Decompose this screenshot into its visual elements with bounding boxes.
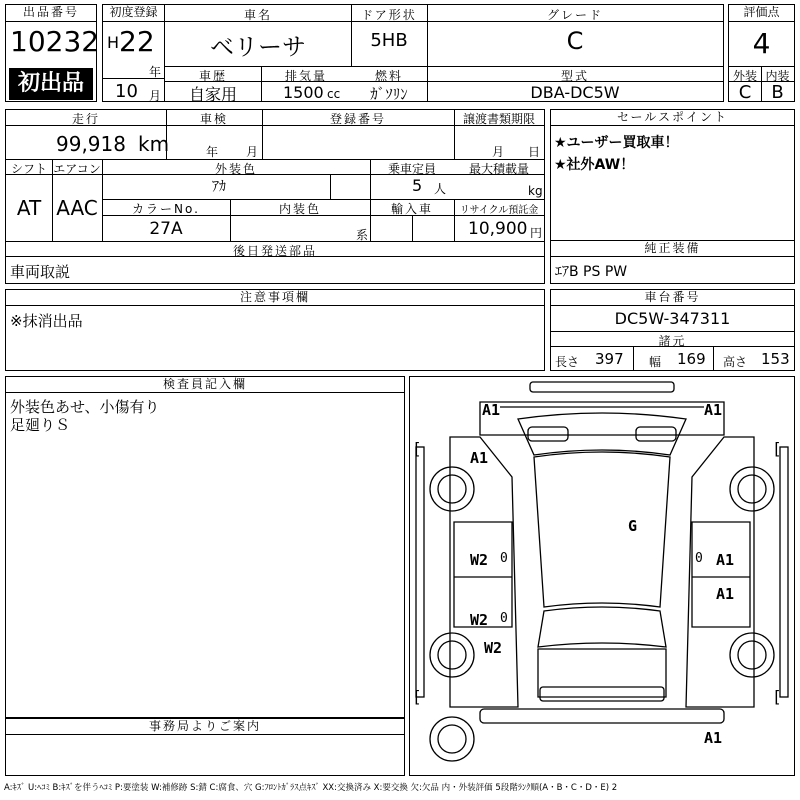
sales-point-label: セールスポイント bbox=[551, 110, 794, 126]
score-box bbox=[728, 4, 795, 102]
reg-year: 22 bbox=[119, 25, 155, 58]
load-label: 最大積載量 bbox=[468, 162, 529, 176]
door-label: ドア形状 bbox=[361, 8, 417, 22]
mark-left-rear-fender: W2 bbox=[484, 639, 503, 657]
specs-box bbox=[5, 109, 545, 284]
first-reg-label: 初度登録 bbox=[103, 5, 164, 22]
mark-right-front-door: A1 bbox=[716, 551, 735, 569]
mileage-label: 走行 bbox=[71, 112, 100, 126]
color-no: 27A bbox=[149, 219, 183, 239]
reg-month: 10 bbox=[115, 81, 138, 102]
chassis-box bbox=[550, 289, 795, 371]
int-color-unit: 系 bbox=[356, 228, 369, 242]
fuel-label: 燃料 bbox=[374, 69, 403, 83]
lot-box bbox=[5, 4, 100, 102]
displacement: 1500 bbox=[283, 83, 324, 102]
shift-label: シフト bbox=[10, 162, 47, 176]
int-grade: B bbox=[771, 82, 784, 103]
ext-grade: C bbox=[738, 82, 752, 103]
mark-right-front-door-2: 0 bbox=[695, 551, 703, 566]
notes-text: ※抹消出品 bbox=[10, 312, 83, 330]
seats-unit: 人 bbox=[434, 182, 447, 196]
mark-rear-right: A1 bbox=[704, 729, 723, 747]
office-label: 事務局よりご案内 bbox=[6, 719, 404, 735]
mark-left-fender: A1 bbox=[470, 449, 489, 467]
bracket-left: [ bbox=[412, 439, 422, 458]
width: 169 bbox=[677, 350, 706, 368]
ext-label: 外装 bbox=[732, 69, 757, 83]
sales-point-2: ★社外AW！ bbox=[554, 157, 635, 173]
mark-front-left: A1 bbox=[482, 401, 501, 419]
transfer-label: 譲渡書類期限 bbox=[462, 112, 535, 126]
length: 397 bbox=[595, 350, 624, 368]
inspector-line-1: 外装色あせ、小傷有り bbox=[10, 398, 160, 416]
history: 自家用 bbox=[188, 85, 237, 104]
car-name: ベリーサ bbox=[210, 33, 306, 61]
shift: AT bbox=[16, 196, 42, 220]
legend: A:ｷｽﾞ U:ﾍｺﾐ B:ｷｽﾞを伴うﾍｺﾐ P:要塗装 W:補修跡 S:錆 C:腐食、穴 G:ﾌﾛﾝﾄｶﾞﾗｽ点ｷｽﾞ XX:交換済み X:要交換 欠:欠品 内・外装評価 5段階ﾗﾝｸ順(A・B・C・D・E) 2 bbox=[4, 783, 618, 793]
load-unit: kg bbox=[528, 184, 543, 198]
fuel: ｶﾞｿﾘﾝ bbox=[370, 85, 408, 103]
insp-year-unit: 年 bbox=[206, 145, 219, 159]
transfer-month: 月 bbox=[492, 145, 505, 159]
score-label: 評価点 bbox=[729, 5, 794, 22]
insp-month-unit: 月 bbox=[246, 145, 259, 159]
inspector-label: 検査員記入欄 bbox=[6, 377, 404, 393]
ext-color-label: 外装色 bbox=[214, 162, 257, 176]
inspector-line-2: 足廻りＳ bbox=[10, 416, 71, 434]
score: 4 bbox=[752, 27, 771, 60]
chassis-number: DC5W-347311 bbox=[614, 309, 731, 328]
mileage: 99,918 bbox=[56, 132, 126, 156]
equipment-text: ｴｱB PS PW bbox=[555, 264, 628, 280]
int-label: 内装 bbox=[765, 69, 790, 83]
mileage-unit: km bbox=[138, 132, 170, 156]
history-label: 車歴 bbox=[198, 69, 227, 83]
mark-right-rear-door: A1 bbox=[716, 585, 735, 603]
equipment-box bbox=[550, 240, 795, 284]
displacement-label: 排気量 bbox=[284, 69, 327, 83]
inspection-label: 車検 bbox=[199, 112, 228, 126]
notes-label: 注意事項欄 bbox=[6, 290, 544, 306]
height: 153 bbox=[761, 350, 790, 368]
sales-point-1: ★ユーザー買取車！ bbox=[554, 135, 679, 151]
recycle-amount: 10,900 bbox=[468, 219, 528, 239]
door-type: 5HB bbox=[370, 30, 408, 51]
model: DBA-DC5W bbox=[530, 83, 620, 102]
mark-glass: G bbox=[628, 517, 638, 535]
month-unit: 月 bbox=[149, 89, 162, 103]
car-diagram bbox=[410, 377, 794, 775]
era: H bbox=[107, 33, 120, 52]
inspector-box bbox=[5, 376, 405, 718]
ext-color: ｱｶ bbox=[212, 179, 226, 195]
dimensions-label: 諸元 bbox=[658, 334, 687, 348]
ac-label: エアコン bbox=[53, 162, 101, 176]
recycle-label: リサイクル預託金 bbox=[459, 205, 539, 216]
vehicle-info-box bbox=[164, 4, 724, 102]
lot-number: 10232 bbox=[10, 25, 100, 58]
seats: 5 bbox=[412, 176, 423, 195]
office-box bbox=[5, 718, 405, 776]
mark-front-right: A1 bbox=[704, 401, 723, 419]
mark-left-rear-door: W2 bbox=[470, 611, 489, 629]
equipment-label: 純正装備 bbox=[551, 241, 794, 257]
notes-box bbox=[5, 289, 545, 371]
mark-left-front-door-2: 0 bbox=[500, 551, 508, 566]
seats-label: 乗車定員 bbox=[387, 162, 436, 176]
length-label: 長さ bbox=[555, 355, 580, 369]
grade: C bbox=[566, 27, 584, 55]
height-label: 高さ bbox=[723, 355, 748, 369]
first-listing-badge: 初出品 bbox=[9, 68, 93, 100]
year-unit: 年 bbox=[149, 65, 162, 79]
first-reg-box bbox=[102, 4, 165, 102]
color-no-label: カラーNo. bbox=[132, 202, 200, 216]
sales-point-box bbox=[550, 109, 795, 241]
bracket-right: [ bbox=[772, 439, 782, 458]
import-label: 輸入車 bbox=[390, 202, 433, 216]
later-parts-text: 車両取説 bbox=[10, 263, 71, 281]
later-parts-label: 後日発送部品 bbox=[232, 244, 317, 258]
mark-left-rear-door-2: 0 bbox=[500, 611, 508, 626]
bracket-left-bottom: [ bbox=[412, 687, 422, 706]
car-name-label: 車名 bbox=[243, 8, 272, 22]
reg-no-label: 登録番号 bbox=[329, 112, 386, 126]
grade-label: グレード bbox=[546, 8, 603, 22]
width-label: 幅 bbox=[649, 355, 662, 369]
ac: AAC bbox=[56, 196, 98, 220]
displacement-unit: cc bbox=[327, 87, 341, 101]
car-diagram-box bbox=[409, 376, 795, 776]
bracket-right-bottom: [ bbox=[772, 687, 782, 706]
int-color-label: 内装色 bbox=[278, 202, 321, 216]
chassis-label: 車台番号 bbox=[551, 290, 794, 306]
recycle-unit: 円 bbox=[530, 226, 543, 240]
transfer-day: 日 bbox=[528, 145, 541, 159]
model-label: 型式 bbox=[560, 69, 589, 83]
mark-left-front-door: W2 bbox=[470, 551, 489, 569]
lot-label: 出品番号 bbox=[6, 5, 96, 22]
